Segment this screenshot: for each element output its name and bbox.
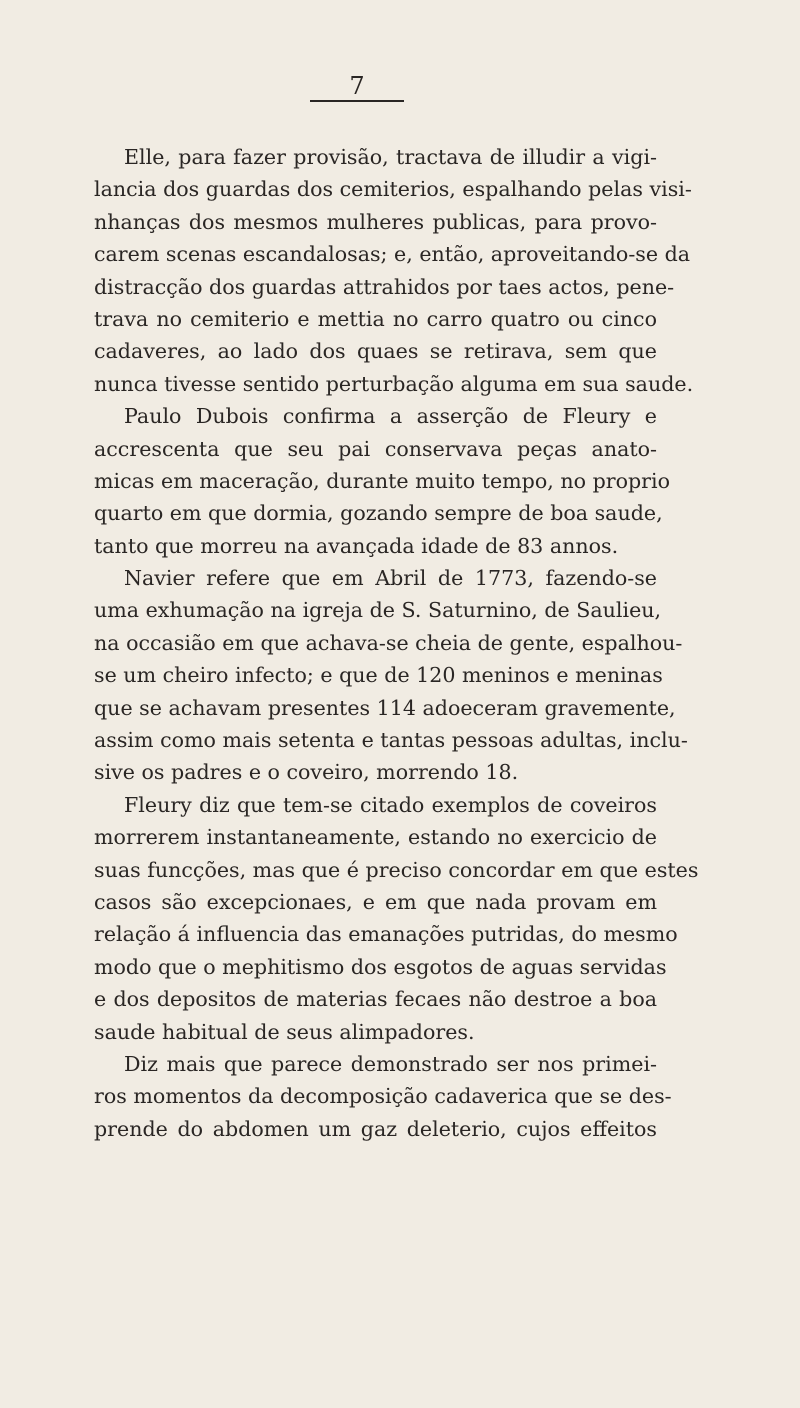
text-line: se um cheiro infecto; e que de 120 meninos e meninas	[94, 663, 663, 688]
text-line: que se achavam presentes 114 adoeceram gravemente,	[94, 695, 676, 720]
text-line: Paulo Dubois confirma a asserção de Fleury e	[124, 404, 657, 429]
text-line: assim como mais setenta e tantas pessoas adultas, inclu-	[94, 728, 688, 753]
text-line: ros momentos da decomposição cadaverica que se des-	[94, 1084, 672, 1109]
text-line: distracção dos guardas attrahidos por taes actos, pene-	[94, 274, 675, 299]
text-line: quarto em que dormia, gozando sempre de boa saude,	[94, 501, 663, 526]
text-line: Diz mais que parece demonstrado ser nos primei-	[124, 1051, 657, 1076]
body-text	[94, 141, 699, 1145]
page-number-rule	[310, 100, 404, 102]
text-line: nhanças dos mesmos mulheres publicas, para provo-	[94, 209, 657, 234]
text-line: morrerem instantaneamente, estando no exercicio de	[94, 825, 657, 850]
text-line: na occasião em que achava-se cheia de gente, espalhou-	[94, 630, 683, 655]
text-line: saude habitual de seus alimpadores.	[94, 1019, 475, 1044]
text-line: nunca tivesse sentido perturbação alguma em sua saude.	[94, 371, 694, 396]
text-line: uma exhumação na igreja de S. Saturnino, de Saulieu,	[94, 598, 662, 623]
text-line: micas em maceração, durante muito tempo, no proprio	[94, 468, 671, 493]
text-line: lancia dos guardas dos cemiterios, espalhando pelas visi-	[94, 177, 692, 202]
text-line: prende do abdomen um gaz deleterio, cujos effeitos	[94, 1116, 657, 1141]
text-line: Fleury diz que tem-se citado exemplos de coveiros	[124, 792, 657, 817]
text-line: accrescenta que seu pai conservava peças anato-	[94, 436, 657, 461]
text-line: relação á influencia das emanações putridas, do mesmo	[94, 922, 678, 947]
text-line: Navier refere que em Abril de 1773, fazendo-se	[124, 566, 657, 591]
text-line: modo que o mephitismo dos esgotos de aguas servidas	[94, 954, 667, 979]
text-line: carem scenas escandalosas; e, então, aproveitando-se da	[94, 242, 691, 267]
text-line: casos são excepcionaes, e em que nada provam em	[94, 889, 657, 914]
text-line: cadaveres, ao lado dos quaes se retirava, sem que	[94, 339, 657, 364]
text-line: sive os padres e o coveiro, morrendo 18.	[94, 760, 519, 785]
text-line: Elle, para fazer provisão, tractava de illudir a vigi-	[124, 145, 657, 169]
page-number: 7	[349, 72, 365, 100]
text-line: suas funcções, mas que é preciso concordar em que estes	[94, 857, 699, 882]
text-line: tanto que morreu na avançada idade de 83 annos.	[94, 533, 619, 558]
text-line: trava no cemiterio e mettia no carro quatro ou cinco	[94, 306, 657, 331]
text-line: e dos depositos de materias fecaes não destroe a boa	[94, 987, 657, 1012]
